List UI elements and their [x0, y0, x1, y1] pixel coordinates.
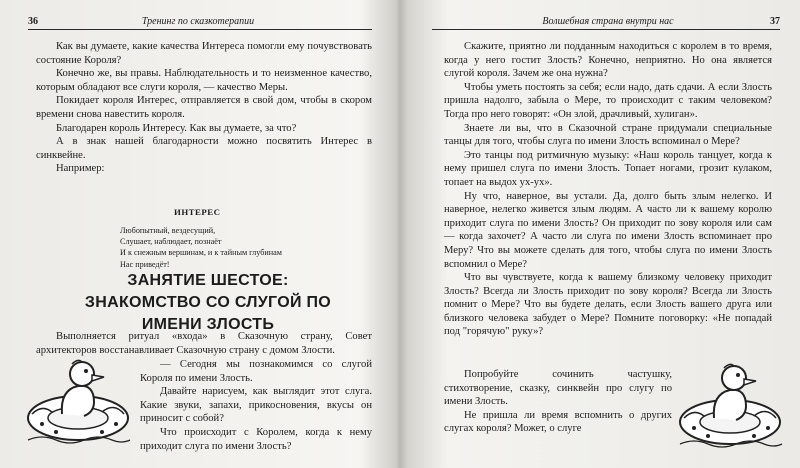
- left-running-header: [28, 14, 372, 30]
- paragraph: Скажите, приятно ли подданным находиться с королем в то время, когда у него гостит Злость? Конечно, неприятно. Но она является слугой короля. Зачем же она нужна?: [444, 41, 772, 80]
- right-body-text-wrapped: [444, 368, 672, 436]
- right-page-number: 37: [770, 16, 780, 27]
- chapter-heading-line: ЗАНЯТИЕ ШЕСТОЕ:: [127, 272, 289, 289]
- poem-line: Любопытный, вездесущий,: [120, 226, 216, 235]
- poem: [120, 225, 282, 270]
- paragraph: Давайте нарисуем, как выглядит этот слуга. Какие звуки, запахи, прикосновения, вкусы он приносит с собой?: [140, 386, 372, 425]
- paragraph: Что происходит с Королем, когда к нему приходит слуга по имени Злость?: [140, 426, 372, 452]
- right-running-header: [432, 14, 780, 30]
- paragraph: Как вы думаете, какие качества Интереса помогли ему почувствовать состояние Короля?: [36, 41, 372, 66]
- chapter-heading-line: ЗНАКОМСТВО СО СЛУГОЙ ПО ИМЕНИ ЗЛОСТЬ: [84, 294, 332, 333]
- paragraph: А в знак нашей благодарности можно посвятить Интерес в синквейне.: [36, 136, 372, 161]
- left-page-number: 36: [28, 16, 38, 27]
- paragraph: Это танцы под ритмичную музыку: «Наш король танцует, когда к нему пришел слуга по имени Злость. Топает ногами, грозит кулаком, топает на выдох ух-ух».: [444, 149, 772, 188]
- left-body-text-wrapped: [140, 358, 372, 453]
- paragraph: Благодарен король Интересу. Как вы думаете, за что?: [56, 122, 297, 134]
- chapter-heading: [60, 270, 356, 336]
- left-body-text-top: [36, 40, 372, 176]
- poem-line: Нас приведёт!: [120, 259, 170, 269]
- paragraph: Покидает короля Интерес, отправляется в свой дом, чтобы в скором времени снова навестить короля.: [36, 95, 372, 120]
- paragraph: Например:: [56, 163, 105, 175]
- paragraph: Конечно же, вы правы. Наблюдательность и то неизменное качество, которым обладают все слуги короля, — качество Меры.: [36, 68, 372, 93]
- poem-line: Слушает, наблюдает, познаёт: [120, 237, 222, 247]
- paragraph: Знаете ли вы, что в Сказочной стране придумали специальные танцы для того, чтобы слуга по имени Злость вспоминал о Мере?: [444, 122, 772, 148]
- left-running-title: Тренинг по сказкотерапии: [141, 16, 255, 27]
- right-running-title: Волшебная страна внутри нас: [542, 16, 674, 27]
- poem-line: И к снежным вершинам, и к тайным глубинам: [120, 248, 282, 258]
- right-body-text: [444, 40, 772, 339]
- paragraph: Что вы чувствуете, когда к вашему близкому человеку приходит Злость? Всегда ли Злость приходит по зову короля? Всегда ли Злость помнит о Мере? Что вы будете делать, если Злость вашего друга или близкого человека забудет о Мере? Помните поговорку: «Не попадай под "горячую" руку»?: [444, 272, 772, 338]
- duck-in-swim-ring-icon: [22, 356, 134, 448]
- duck-in-swim-ring-icon: [674, 360, 786, 452]
- paragraph: Ну что, наверное, вы устали. Да, долго быть злым нелегко. И наверное, нелегко живется злым людям. А часто ли к вашему королю приходит слуга по имени Злость? Он приходит по зову короля или сам — когда захочет? А часто ли слуга по имени Злость вспоминает про Меру? Что вы можете сделать для того, чтобы слуга по имени Злость вспомнил о Мере?: [444, 190, 772, 270]
- right-page: [408, 0, 800, 468]
- poem-title: ИНТЕРЕС: [174, 207, 221, 217]
- paragraph: Не пришла ли время вспомнить о других слугах короля? Может, о слуге: [444, 409, 672, 435]
- paragraph: — Сегодня мы познакомимся со слугой Короля по имени Злость.: [140, 359, 372, 384]
- paragraph: Выполняется ритуал «входа» в Сказочную страну, Совет архитекторов восстанавливает Сказочную страну с домом Злости.: [36, 331, 372, 356]
- left-page: [0, 0, 392, 468]
- paragraph: Чтобы уметь постоять за себя; если надо, дать сдачи. А если Злость пришла надолго, забыла о Мере, то происходит с таким человеком? Тогда про него говорят: «Он злой, драчливый, хулиган».: [444, 81, 772, 120]
- paragraph: Попробуйте сочинить частушку, стихотворение, сказку, синквейн про слугу по имени Злость.: [444, 369, 672, 408]
- left-body-text-bottom: [36, 330, 372, 357]
